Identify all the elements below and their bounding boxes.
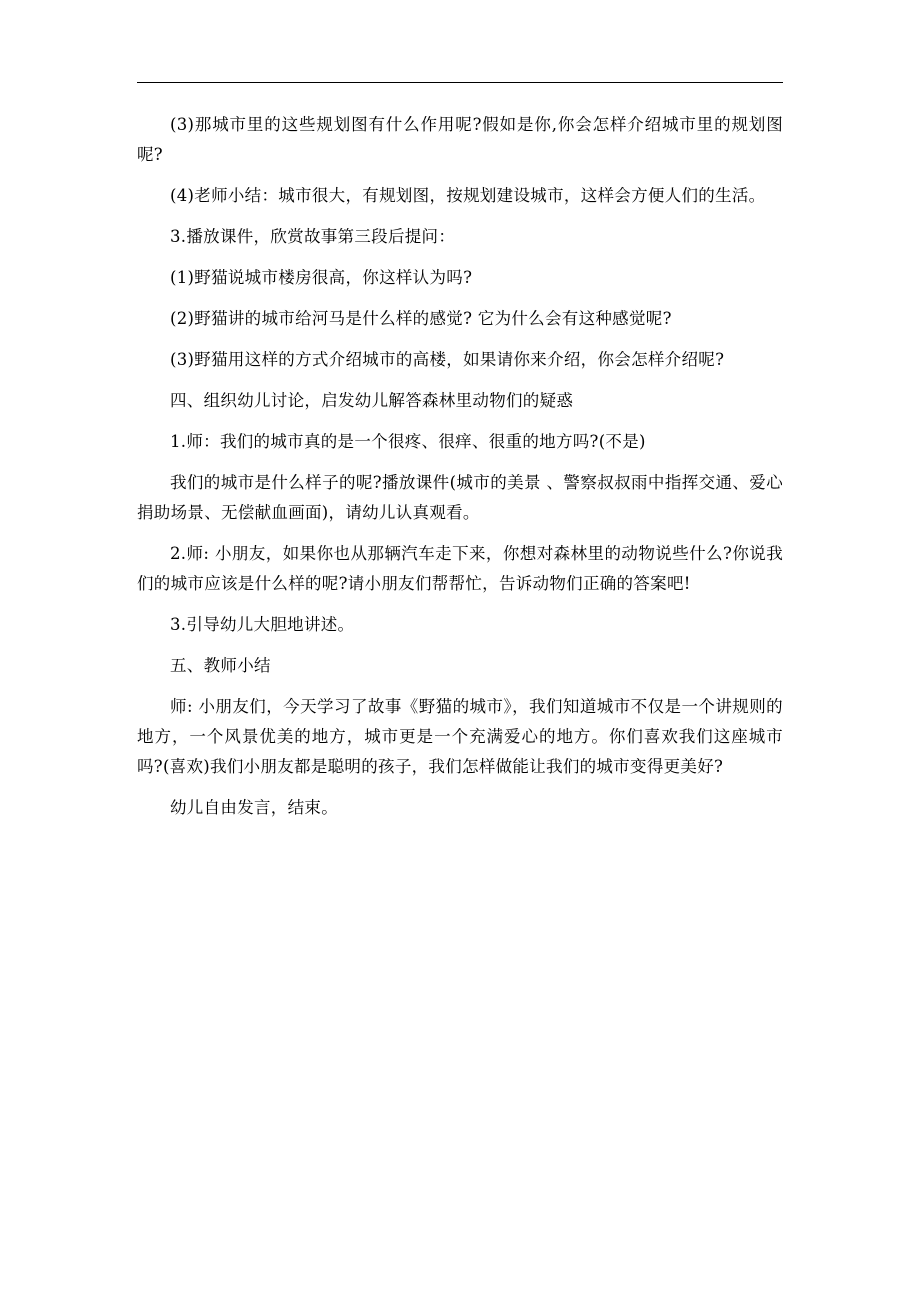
paragraph: (2)野猫讲的城市给河马是什么样的感觉? 它为什么会有这种感觉呢?	[170, 309, 672, 328]
paragraph: 师: 小朋友们，今天学习了故事《野猫的城市》，我们知道城市不仅是一个讲规则的地方，一个风景优美的地方，城市更是一个充满爱心的地方。你们喜欢我们这座城市吗?(喜欢)我们小朋友都是聪明的孩子，我们怎样做能让我们的城市变得更美好?	[137, 697, 783, 776]
paragraph: 2.师: 小朋友，如果你也从那辆汽车走下来，你想对森林里的动物说些什么?你说我们的城市应该是什么样的呢?请小朋友们帮帮忙，告诉动物们正确的答案吧!	[137, 544, 783, 593]
header-rule	[137, 82, 783, 83]
paragraph: 我们的城市是什么样子的呢?播放课件(城市的美景 、警察叔叔雨中指挥交通、爱心捐助场景、无偿献血画面)，请幼儿认真观看。	[137, 473, 783, 522]
paragraph: 3.引导幼儿大胆地讲述。	[170, 615, 355, 634]
paragraph: (1)野猫说城市楼房很高，你这样认为吗?	[170, 268, 473, 287]
section-heading: 五、教师小结	[170, 656, 271, 675]
paragraph: 3.播放课件，欣赏故事第三段后提问：	[170, 227, 456, 246]
section-heading: 四、组织幼儿讨论，启发幼儿解答森林里动物们的疑惑	[170, 391, 574, 410]
paragraph: 幼儿自由发言，结束。	[170, 798, 338, 817]
paragraph: 1.师：我们的城市真的是一个很疼、很痒、很重的地方吗?(不是)	[170, 432, 646, 451]
document-body	[137, 110, 783, 834]
paragraph: (3)野猫用这样的方式介绍城市的高楼，如果请你来介绍，你会怎样介绍呢?	[170, 350, 725, 369]
paragraph: (4)老师小结：城市很大，有规划图，按规划建设城市，这样会方便人们的生活。	[170, 186, 766, 205]
paragraph: (3)那城市里的这些规划图有什么作用呢?假如是你,你会怎样介绍城市里的规划图呢?	[137, 115, 783, 164]
